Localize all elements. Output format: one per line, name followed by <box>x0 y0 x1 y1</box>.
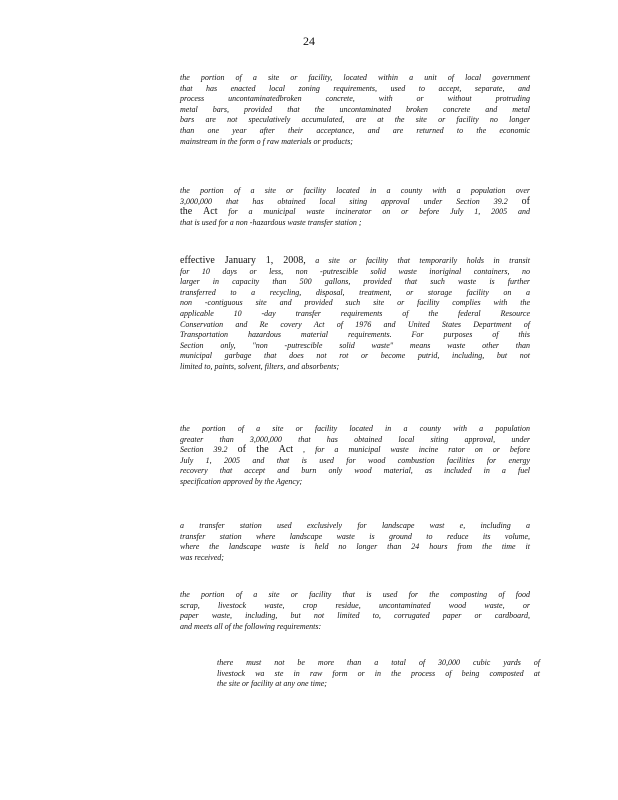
text-line: scrap, livestock waste, crop residue, uncontaminated wood waste, or <box>180 600 530 610</box>
paragraph-composting-site <box>180 590 530 632</box>
text-line: process uncontaminatedbroken concrete, with or without protruding <box>180 94 530 104</box>
text-line: the site or facility at any one time; <box>217 679 327 689</box>
text-line: transferred to a recycling, disposal, treatment, or storage facility on a <box>180 287 530 297</box>
text-line: mainstream in the form o f raw materials or products; <box>180 136 353 146</box>
text-line: and meets all of the following requirements: <box>180 621 322 631</box>
text-line: July 1, 2005 and that is used for wood combustion facilities for energy <box>180 455 530 465</box>
text-line: applicable 10 -day transfer requirements of the federal Resource <box>180 308 530 318</box>
text-line: greater than 3,000,000 that has obtained local siting approval, under <box>180 434 530 444</box>
text-line: effective January 1, 2008, a site or facility that temporarily holds in transit <box>180 255 531 266</box>
paragraph-wood-combustion-site <box>180 424 530 488</box>
page-number: 24 <box>303 34 315 48</box>
text-line: specification approved by the Agency; <box>180 476 303 486</box>
text-line: the portion of a site or facility that is used for the composting of food <box>180 590 530 599</box>
text-line: recovery that accept and burn only wood material, as included in a fuel <box>180 466 530 476</box>
paragraph-incinerator-site <box>180 186 530 228</box>
text-line: transfer station where landscape waste is ground to reduce its volume, <box>180 531 530 541</box>
text-line: metal bars, provided that the uncontaminated broken concrete and metal <box>180 104 530 114</box>
text-line: livestock wa ste in raw form or in the process of being composted at <box>217 668 540 678</box>
text-line: Transportation hazardous material requirements. For purposes of this <box>180 330 530 340</box>
text-line: a transfer station used exclusively for landscape wast e, including a <box>180 521 530 530</box>
sub-paragraph-livestock-limit <box>217 658 540 690</box>
text-line: that is used for a non -hazardous waste transfer station ; <box>180 217 362 227</box>
text-line: for 10 days or less, non -putrescible solid waste inoriginal containers, no <box>180 266 530 276</box>
text-line: the portion of a site or facility located in a county with a population over <box>180 186 530 195</box>
text-line: than one year after their acceptance, and are returned to the economic <box>180 125 530 135</box>
text-line: larger in capacity than 500 gallons, provided that such waste is further <box>180 277 530 287</box>
paragraph-landscape-transfer <box>180 521 530 563</box>
text-line: 3,000,000 that has obtained local siting approval under Section 39.2 of <box>180 195 530 207</box>
text-line: limited to, paints, solvent, filters, and absorbents; <box>180 361 340 371</box>
text-line: paper waste, including, but not limited to, corrugated paper or cardboard, <box>180 611 530 621</box>
text-line: the Act for a municipal waste incinerator on or before July 1, 2005 and <box>180 206 530 218</box>
text-line: the portion of a site or facility, located within a unit of local government <box>180 73 530 82</box>
text-line: Section only, "non -putrescible solid waste" means waste other than <box>180 340 530 350</box>
paragraph-transit-site <box>180 256 530 373</box>
text-line: was received; <box>180 552 224 562</box>
text-line: Conservation and Re covery Act of 1976 and United States Department of <box>180 319 530 329</box>
text-line: there must not be more than a total of 30,000 cubic yards of <box>217 658 540 667</box>
text-line: municipal garbage that does not rot or become putrid, including, but not <box>180 351 530 361</box>
text-line: bars are not speculatively accumulated, are at the site or facility no longer <box>180 115 530 125</box>
text-line: where the landscape waste is held no longer than 24 hours from the time it <box>180 542 530 552</box>
text-line: Section 39.2 of the Act , for a municipal waste incine rator on or before <box>180 444 530 456</box>
text-line: the portion of a site or facility located in a county with a population <box>180 424 530 433</box>
text-line: that has enacted local zoning requirements, used to accept, separate, and <box>180 83 530 93</box>
paragraph-concrete-site <box>180 73 530 147</box>
text-line: non -contiguous site and provided such site or facility complies with the <box>180 298 530 308</box>
